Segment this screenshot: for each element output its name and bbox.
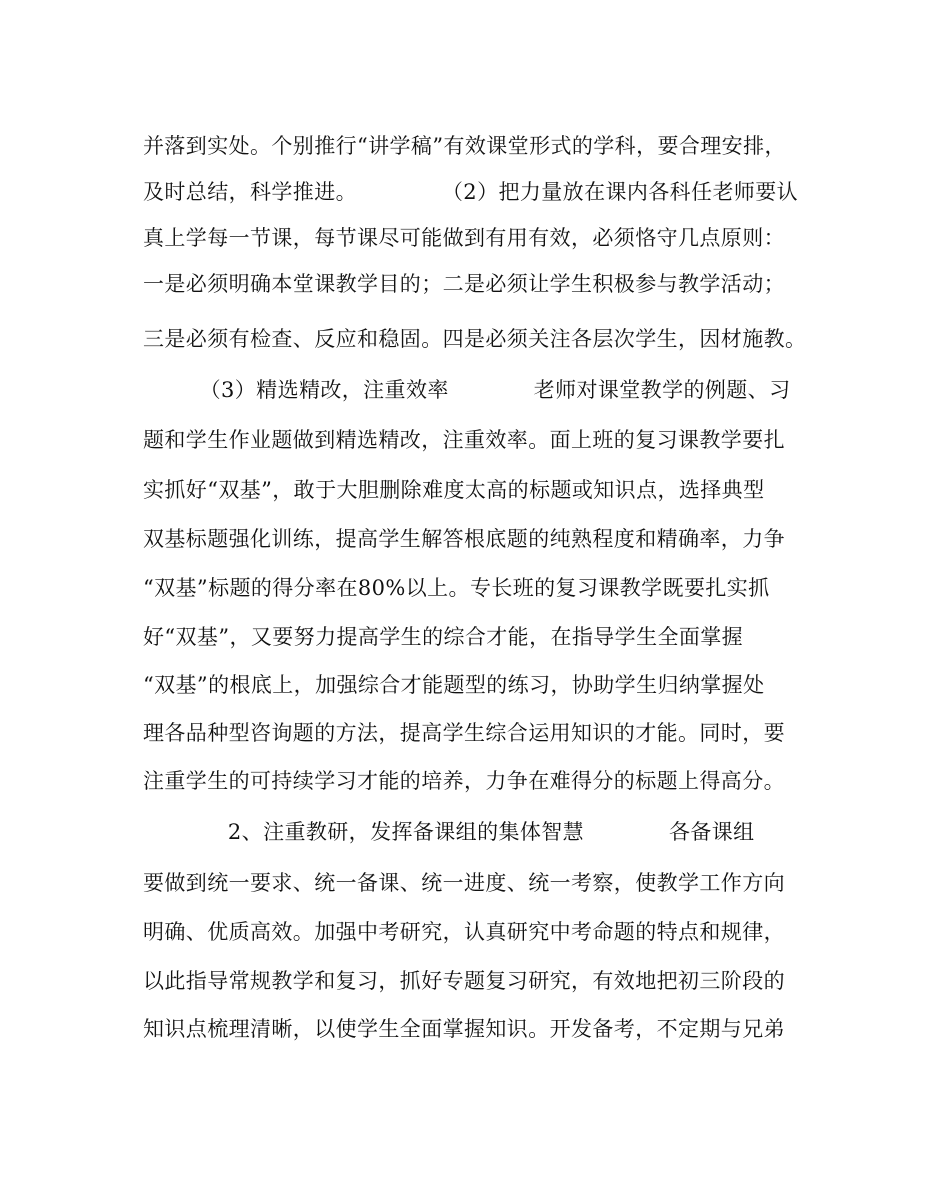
body-text-line: 要做到统一要求、统一备课、统一进度、统一考察，使教学工作方向 — [143, 871, 785, 895]
body-text-line: “双基”标题的得分率在80%以上。专长班的复习课教学既要扎实抓 — [143, 576, 770, 600]
body-text-line: 双基标题强化训练，提高学生解答根底题的纯熟程度和精确率，力争 — [143, 527, 785, 551]
body-text-line: 明确、优质高效。加强中考研究，认真研究中考命题的特点和规律， — [143, 920, 785, 944]
body-text-line: （3）精选精改，注重效率 老师对课堂教学的例题、习 — [143, 378, 791, 402]
body-text-line: 好“双基”，又要努力提高学生的综合才能，在指导学生全面掌握 — [143, 625, 744, 649]
body-text-line: 知识点梳理清晰，以使学生全面掌握知识。开发备考，不定期与兄弟 — [143, 1017, 785, 1041]
body-text-line: 及时总结，科学推进。 （2）把力量放在课内各科任老师要认 — [143, 180, 799, 204]
body-text-line: 2、注重教研，发挥备课组的集体智慧 各备课组 — [143, 820, 755, 844]
body-text-line: 一是必须明确本堂课教学目的；二是必须让学生积极参与教学活动； — [143, 272, 785, 296]
body-text-line: 并落到实处。个别推行“讲学稿”有效课堂形式的学科，要合理安排， — [143, 134, 786, 158]
body-text-line: 真上学每一节课，每节课尽可能做到有用有效，必须恪守几点原则： — [143, 226, 785, 250]
body-text-line: 实抓好“双基”，敢于大胆删除难度太高的标题或知识点，选择典型 — [143, 478, 765, 502]
body-text-line: 注重学生的可持续学习才能的培养，力争在难得分的标题上得高分。 — [143, 769, 785, 793]
body-text-line: 题和学生作业题做到精选精改，注重效率。面上班的复习课教学要扎 — [143, 428, 785, 452]
body-text-line: 三是必须有检查、反应和稳固。四是必须关注各层次学生，因材施教。 — [143, 327, 807, 351]
body-text-line: 理各品种型咨询题的方法，提高学生综合运用知识的才能。同时，要 — [143, 721, 785, 745]
body-text-line: 以此指导常规教学和复习，抓好专题复习研究，有效地把初三阶段的 — [143, 969, 785, 993]
body-text-line: “双基”的根底上，加强综合才能题型的练习，协助学生归纳掌握处 — [143, 673, 765, 697]
